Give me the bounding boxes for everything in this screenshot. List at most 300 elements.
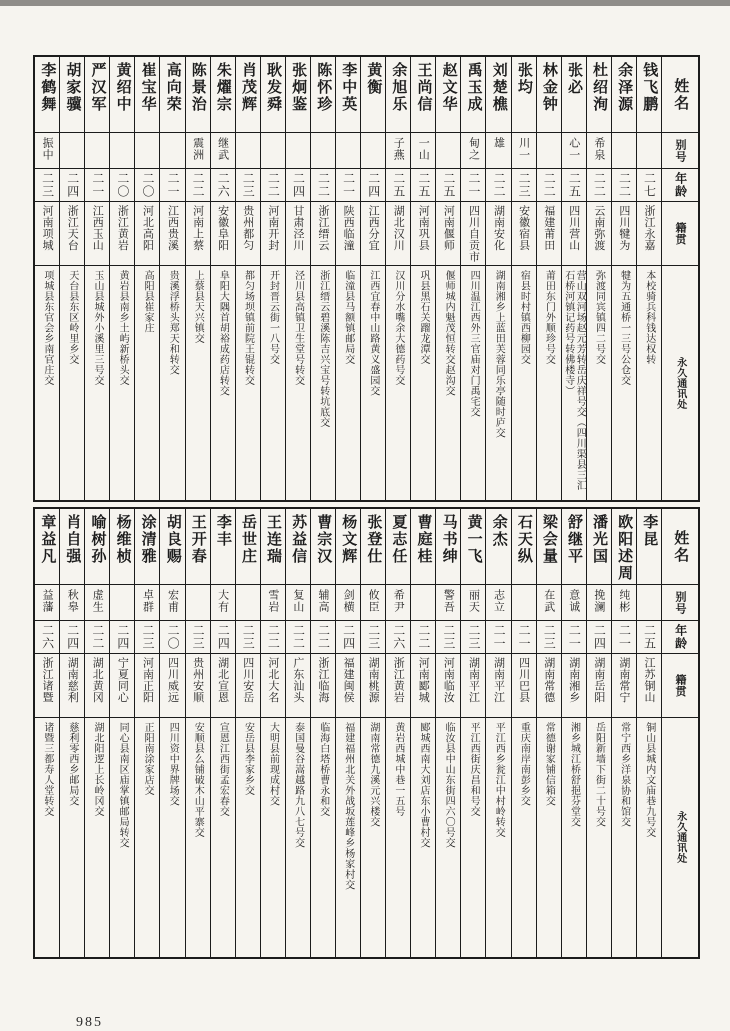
age-cell: 二四	[286, 169, 310, 202]
address-cell: 临潼县马额镇邮局交	[342, 270, 354, 365]
age-cell: 二七	[637, 169, 661, 202]
age-cell: 二三	[361, 621, 385, 654]
person-column	[360, 509, 385, 957]
native-place-cell: 四川营山	[562, 202, 586, 266]
age-cell: 二五	[411, 169, 435, 202]
person-column	[185, 509, 210, 957]
alias-cell: 纯彬	[612, 585, 636, 621]
name-cell: 黄衡	[361, 57, 385, 133]
person-column	[511, 509, 536, 957]
person-column	[235, 57, 260, 500]
alias-cell: 秋皋	[60, 585, 84, 621]
age-cell: 二一	[512, 621, 536, 654]
alias-cell: 辅高	[311, 585, 335, 621]
header-name	[662, 509, 698, 585]
name-cell: 余杰	[486, 509, 510, 585]
native-place-cell: 贵州安顺	[186, 654, 210, 718]
alias-cell: 志立	[486, 585, 510, 621]
person-column	[511, 57, 536, 500]
person-column	[636, 57, 661, 500]
address-cell: 大明县前现成村交	[267, 722, 279, 806]
native-place-cell: 湖南平江	[486, 654, 510, 718]
name-cell: 岳世庄	[236, 509, 260, 585]
address-cell: 弥渡同宾镇四二号交	[593, 270, 605, 365]
native-place-cell: 河南开封	[261, 202, 285, 266]
name-cell: 曹庭桂	[411, 509, 435, 585]
age-cell: 二四	[361, 169, 385, 202]
native-place-cell: 湖南慈利	[60, 654, 84, 718]
age-cell: 二五	[436, 169, 460, 202]
native-place-cell: 湖南安化	[486, 202, 510, 266]
address-cell: 湘乡城江桥舒挹芬堂交	[568, 722, 580, 827]
address-cell: 偃师城内魁茂恒转交赵沟交	[443, 270, 455, 396]
address-cell: 营山双河场赵元芳转岳庆祥号交（四川渠县三汇石桥河镇记药号转佛楼寺）	[562, 270, 586, 491]
age-cell: 二五	[562, 169, 586, 202]
person-column	[536, 57, 561, 500]
person-column	[310, 509, 335, 957]
name-cell: 王尚信	[411, 57, 435, 133]
age-cell: 二二	[587, 169, 611, 202]
native-place-cell: 贵州都匀	[236, 202, 260, 266]
name-cell: 高向荣	[160, 57, 184, 133]
person-column	[460, 509, 485, 957]
alias-cell: 丽天	[461, 585, 485, 621]
address-cell: 临汝县中山东街四六〇号交	[443, 722, 455, 848]
person-column	[134, 57, 159, 500]
person-column	[260, 57, 285, 500]
address-cell: 四川温江西外三官庙对门禹宅交	[468, 270, 480, 417]
address-cell: 浙江缙云碧溪陈吉兴宝号转坑底交	[317, 270, 329, 428]
person-column	[536, 509, 561, 957]
name-cell: 黄绍中	[110, 57, 134, 133]
native-place-cell: 浙江黄岩	[110, 202, 134, 266]
name-cell: 杨文辉	[336, 509, 360, 585]
name-cell: 李中英	[336, 57, 360, 133]
alias-cell: 希泉	[587, 133, 611, 169]
address-cell: 江西宜春中山路黄义盛园交	[367, 270, 379, 396]
native-place-cell: 湖北黄冈	[85, 654, 109, 718]
name-cell: 朱燿宗	[211, 57, 235, 133]
age-cell: 二一	[461, 169, 485, 202]
table-bottom	[33, 507, 700, 959]
header-name	[662, 57, 698, 133]
age-cell: 二二	[85, 621, 109, 654]
header-address-label: 永久通讯处	[674, 811, 686, 864]
header-native-place-label: 籍贯	[674, 674, 687, 697]
alias-cell	[286, 133, 310, 169]
person-column	[134, 509, 159, 957]
native-place-cell: 宁夏同心	[110, 654, 134, 718]
alias-cell: 继武	[211, 133, 235, 169]
alias-cell: 希尹	[386, 585, 410, 621]
alias-cell	[411, 585, 435, 621]
person-column	[485, 509, 510, 957]
native-place-cell: 广东汕头	[286, 654, 310, 718]
alias-cell	[110, 133, 134, 169]
alias-cell	[160, 133, 184, 169]
native-place-cell: 湖南湘乡	[562, 654, 586, 718]
address-cell: 本校骑兵科钱达权转	[643, 270, 655, 365]
name-cell: 马书绅	[436, 509, 460, 585]
alias-cell: 雄	[486, 133, 510, 169]
header-name-label: 姓名	[672, 77, 689, 112]
header-age	[662, 169, 698, 202]
age-cell: 二三	[236, 169, 260, 202]
age-cell: 二二	[612, 169, 636, 202]
address-cell: 泾川县高镇卫生堂号转交	[292, 270, 304, 386]
scan-edge-artifact	[0, 0, 730, 6]
alias-cell	[85, 133, 109, 169]
age-cell: 二三	[436, 621, 460, 654]
address-cell: 平江西乡瓮江中村岭转交	[493, 722, 505, 838]
header-alias-label: 别号	[674, 138, 687, 163]
alias-cell: 振中	[35, 133, 59, 169]
address-cell: 安岳县李家乡交	[242, 722, 254, 796]
person-column	[460, 57, 485, 500]
name-cell: 余旭乐	[386, 57, 410, 133]
age-cell: 二四	[60, 621, 84, 654]
address-cell: 诸暨三都寿人堂转交	[41, 722, 53, 817]
address-cell: 四川资中界牌场交	[167, 722, 179, 806]
address-cell: 上蔡县天兴镇交	[192, 270, 204, 344]
person-column	[335, 509, 360, 957]
age-cell: 二二	[186, 169, 210, 202]
alias-cell: 子燕	[386, 133, 410, 169]
person-column	[611, 509, 636, 957]
alias-cell: 复山	[286, 585, 310, 621]
native-place-cell: 河南临汝	[436, 654, 460, 718]
address-cell: 巩县黑石关蹓龙潭交	[418, 270, 429, 365]
name-cell: 严汉军	[85, 57, 109, 133]
address-cell: 临海白塔桥曹永和交	[317, 722, 329, 817]
person-column	[586, 509, 611, 957]
native-place-cell: 湖南岳阳	[587, 654, 611, 718]
header-age	[662, 621, 698, 654]
alias-cell	[637, 133, 661, 169]
name-cell: 杜绍洵	[587, 57, 611, 133]
alias-cell: 川一	[512, 133, 536, 169]
header-age-label: 年龄	[673, 624, 688, 650]
age-cell: 二六	[35, 621, 59, 654]
native-place-cell: 浙江永嘉	[637, 202, 661, 266]
address-cell: 同心县南区庙掌镇邮局转交	[117, 722, 129, 848]
person-column	[385, 57, 410, 500]
native-place-cell: 河北大名	[261, 654, 285, 718]
person-column	[109, 509, 134, 957]
alias-cell	[110, 585, 134, 621]
age-cell: 二三	[186, 621, 210, 654]
age-cell: 二二	[411, 621, 435, 654]
native-place-cell: 河南正阳	[135, 654, 159, 718]
age-cell: 二二	[261, 169, 285, 202]
address-cell: 阜阳大隅首胡裕成药店转交	[217, 270, 229, 396]
age-cell: 二五	[637, 621, 661, 654]
name-cell: 肖茂辉	[236, 57, 260, 133]
person-column	[385, 509, 410, 957]
alias-cell	[336, 133, 360, 169]
native-place-cell: 湖南常德	[537, 654, 561, 718]
person-column	[410, 57, 435, 500]
person-column	[35, 509, 59, 957]
native-place-cell: 四川犍为	[612, 202, 636, 266]
name-cell: 胡家骥	[60, 57, 84, 133]
alias-cell	[436, 133, 460, 169]
address-cell: 常宁西乡洋泉协和馆交	[618, 722, 630, 827]
age-cell: 二一	[336, 169, 360, 202]
person-column	[310, 57, 335, 500]
age-cell: 二四	[60, 169, 84, 202]
age-cell: 二一	[486, 621, 510, 654]
alias-cell	[236, 133, 260, 169]
page-content	[33, 55, 700, 1030]
name-cell: 章益凡	[35, 509, 59, 585]
person-column	[84, 509, 109, 957]
alias-cell	[60, 133, 84, 169]
native-place-cell: 福建闽侯	[336, 654, 360, 718]
native-place-cell: 浙江临海	[311, 654, 335, 718]
header-alias	[662, 133, 698, 169]
native-place-cell: 河南巩县	[411, 202, 435, 266]
header-native-place	[662, 654, 698, 718]
address-cell: 铜山县城内文庙巷九号交	[643, 722, 655, 838]
native-place-cell: 河南郾城	[411, 654, 435, 718]
name-cell: 胡良赐	[160, 509, 184, 585]
name-cell: 余泽源	[612, 57, 636, 133]
person-column	[210, 509, 235, 957]
age-cell: 二三	[461, 621, 485, 654]
address-cell: 黄岩县南乡土屿新桥头交	[117, 270, 129, 386]
address-cell: 湖北阳逻上长岭冈交	[91, 722, 103, 817]
person-column	[159, 57, 184, 500]
age-cell: 二二	[311, 169, 335, 202]
alias-cell: 挽澜	[587, 585, 611, 621]
native-place-cell: 河北高阳	[135, 202, 159, 266]
age-cell: 二〇	[110, 169, 134, 202]
address-cell: 安顺县么铺破木山平寨交	[192, 722, 204, 838]
header-column	[661, 509, 698, 957]
alias-cell	[637, 585, 661, 621]
alias-cell	[361, 133, 385, 169]
address-cell: 天台县东区岭里乡交	[66, 270, 78, 365]
native-place-cell: 四川巴县	[512, 654, 536, 718]
age-cell: 二二	[486, 169, 510, 202]
native-place-cell: 浙江黄岩	[386, 654, 410, 718]
address-cell: 湖南湘乡上蓝田芙蓉同乐亭随时庐交	[493, 270, 505, 438]
name-cell: 梁会量	[537, 509, 561, 585]
name-cell: 陈景治	[186, 57, 210, 133]
address-cell: 玉山县城外小溪里三号交	[91, 270, 103, 386]
alias-cell	[236, 585, 260, 621]
alias-cell: 卓群	[135, 585, 159, 621]
alias-cell: 雪岩	[261, 585, 285, 621]
person-column	[611, 57, 636, 500]
alias-cell: 震洲	[186, 133, 210, 169]
name-cell: 耿发舜	[261, 57, 285, 133]
address-cell: 汉川分水嘴余大德药号交	[392, 270, 404, 386]
name-cell: 禹玉成	[461, 57, 485, 133]
person-column	[185, 57, 210, 500]
person-column	[285, 509, 310, 957]
person-column	[435, 509, 460, 957]
address-cell: 平江西街庆昌和号交	[468, 722, 480, 817]
age-cell: 二四	[211, 621, 235, 654]
native-place-cell: 江苏铜山	[637, 654, 661, 718]
address-cell: 慈利零西乡邮局交	[66, 722, 78, 806]
alias-cell: 宏甫	[160, 585, 184, 621]
table-top	[33, 55, 700, 502]
name-cell: 王开春	[186, 509, 210, 585]
alias-cell: 意诚	[562, 585, 586, 621]
native-place-cell: 湖北宣恩	[211, 654, 235, 718]
age-cell: 二一	[85, 169, 109, 202]
address-cell: 犍为五通桥一三号公仓交	[618, 270, 630, 386]
person-column	[285, 57, 310, 500]
person-column	[159, 509, 184, 957]
age-cell: 二二	[311, 621, 335, 654]
alias-cell	[186, 585, 210, 621]
person-column	[561, 57, 586, 500]
alias-cell	[261, 133, 285, 169]
name-cell: 刘楚樵	[486, 57, 510, 133]
native-place-cell: 浙江天台	[60, 202, 84, 266]
alias-cell: 虚生	[85, 585, 109, 621]
name-cell: 林金钟	[537, 57, 561, 133]
header-alias	[662, 585, 698, 621]
name-cell: 曹宗汉	[311, 509, 335, 585]
native-place-cell: 安徽宿县	[512, 202, 536, 266]
address-cell: 正阳南涂家店交	[142, 722, 154, 796]
native-place-cell: 云南弥渡	[587, 202, 611, 266]
alias-cell	[135, 133, 159, 169]
header-age-label: 年龄	[673, 172, 688, 198]
address-cell: 黄岩西城中巷一五号	[392, 722, 404, 817]
address-cell: 重庆南岸南彭乡交	[518, 722, 530, 806]
name-cell: 王连瑞	[261, 509, 285, 585]
name-cell: 张登仕	[361, 509, 385, 585]
alias-cell	[612, 133, 636, 169]
name-cell: 喻树孙	[85, 509, 109, 585]
age-cell: 二三	[135, 621, 159, 654]
person-column	[410, 509, 435, 957]
age-cell: 二三	[537, 621, 561, 654]
person-column	[561, 509, 586, 957]
age-cell: 二一	[160, 169, 184, 202]
name-cell: 夏志任	[386, 509, 410, 585]
person-column	[59, 57, 84, 500]
age-cell: 二三	[236, 621, 260, 654]
address-cell: 都匀场坝镇前院王锟转交	[242, 270, 254, 386]
age-cell: 二六	[211, 169, 235, 202]
address-cell: 项城县东官会乡南官庄交	[41, 270, 53, 386]
native-place-cell: 浙江诸暨	[35, 654, 59, 718]
header-address	[662, 718, 698, 957]
person-column	[586, 57, 611, 500]
alias-cell	[512, 585, 536, 621]
age-cell: 二五	[386, 169, 410, 202]
age-cell: 二〇	[135, 169, 159, 202]
native-place-cell: 湖北汉川	[386, 202, 410, 266]
name-cell: 肖自强	[60, 509, 84, 585]
alias-cell: 剑横	[336, 585, 360, 621]
address-cell: 高阳县崔家庄	[142, 270, 154, 333]
alias-cell	[311, 133, 335, 169]
address-cell: 郾城西南大刘店东小曹村交	[418, 722, 429, 848]
age-cell: 二一	[562, 621, 586, 654]
alias-cell: 一山	[411, 133, 435, 169]
person-column	[335, 57, 360, 500]
address-cell: 泰国曼谷嵩越路九八七号交	[292, 722, 304, 848]
name-cell: 苏益信	[286, 509, 310, 585]
native-place-cell: 江西玉山	[85, 202, 109, 266]
header-alias-label: 别号	[674, 590, 687, 615]
address-cell: 贵溪浮桥头郑天和转交	[167, 270, 179, 375]
name-cell: 崔宝华	[135, 57, 159, 133]
address-cell: 莆田东门外顺珍号交	[543, 270, 555, 365]
header-column	[661, 57, 698, 500]
age-cell: 二二	[261, 621, 285, 654]
name-cell: 杨维桢	[110, 509, 134, 585]
address-cell: 岳阳新墙下街二十号交	[593, 722, 605, 827]
address-cell: 宿县时村镇西柳园交	[518, 270, 530, 365]
name-cell: 钱飞鹏	[637, 57, 661, 133]
header-native-place	[662, 202, 698, 266]
person-column	[435, 57, 460, 500]
person-column	[636, 509, 661, 957]
person-column	[235, 509, 260, 957]
name-cell: 李丰	[211, 509, 235, 585]
person-column	[35, 57, 59, 500]
alias-cell: 益藩	[35, 585, 59, 621]
alias-cell: 心一	[562, 133, 586, 169]
native-place-cell: 安徽阜阳	[211, 202, 235, 266]
age-cell: 二二	[537, 169, 561, 202]
name-cell: 陈怀珍	[311, 57, 335, 133]
native-place-cell: 福建莆田	[537, 202, 561, 266]
person-column	[360, 57, 385, 500]
header-address	[662, 266, 698, 500]
address-cell: 福建福州北关外战坂莲峰乡杨家村交	[342, 722, 354, 890]
native-place-cell: 湖南桃源	[361, 654, 385, 718]
name-cell: 张均	[512, 57, 536, 133]
age-cell: 二二	[286, 621, 310, 654]
native-place-cell: 四川自贡市	[461, 202, 485, 266]
native-place-cell: 四川威远	[160, 654, 184, 718]
native-place-cell: 湖南常宁	[612, 654, 636, 718]
name-cell: 张必	[562, 57, 586, 133]
name-cell: 舒继平	[562, 509, 586, 585]
native-place-cell: 四川安岳	[236, 654, 260, 718]
native-place-cell: 湖南平江	[461, 654, 485, 718]
age-cell: 二四	[110, 621, 134, 654]
name-cell: 赵文华	[436, 57, 460, 133]
address-cell: 常德谢家铺信箱交	[543, 722, 555, 806]
native-place-cell: 浙江缙云	[311, 202, 335, 266]
name-cell: 涂清雅	[135, 509, 159, 585]
name-cell: 黄一飞	[461, 509, 485, 585]
age-cell: 二一	[612, 621, 636, 654]
age-cell: 二三	[35, 169, 59, 202]
alias-cell: 警吾	[436, 585, 460, 621]
age-cell: 二四	[587, 621, 611, 654]
person-column	[210, 57, 235, 500]
age-cell: 二〇	[160, 621, 184, 654]
name-cell: 李昆	[637, 509, 661, 585]
person-column	[59, 509, 84, 957]
name-cell: 潘光国	[587, 509, 611, 585]
header-name-label: 姓名	[672, 529, 689, 564]
header-address-label: 永久通讯处	[674, 356, 686, 410]
name-cell: 欧阳述周	[612, 509, 636, 585]
